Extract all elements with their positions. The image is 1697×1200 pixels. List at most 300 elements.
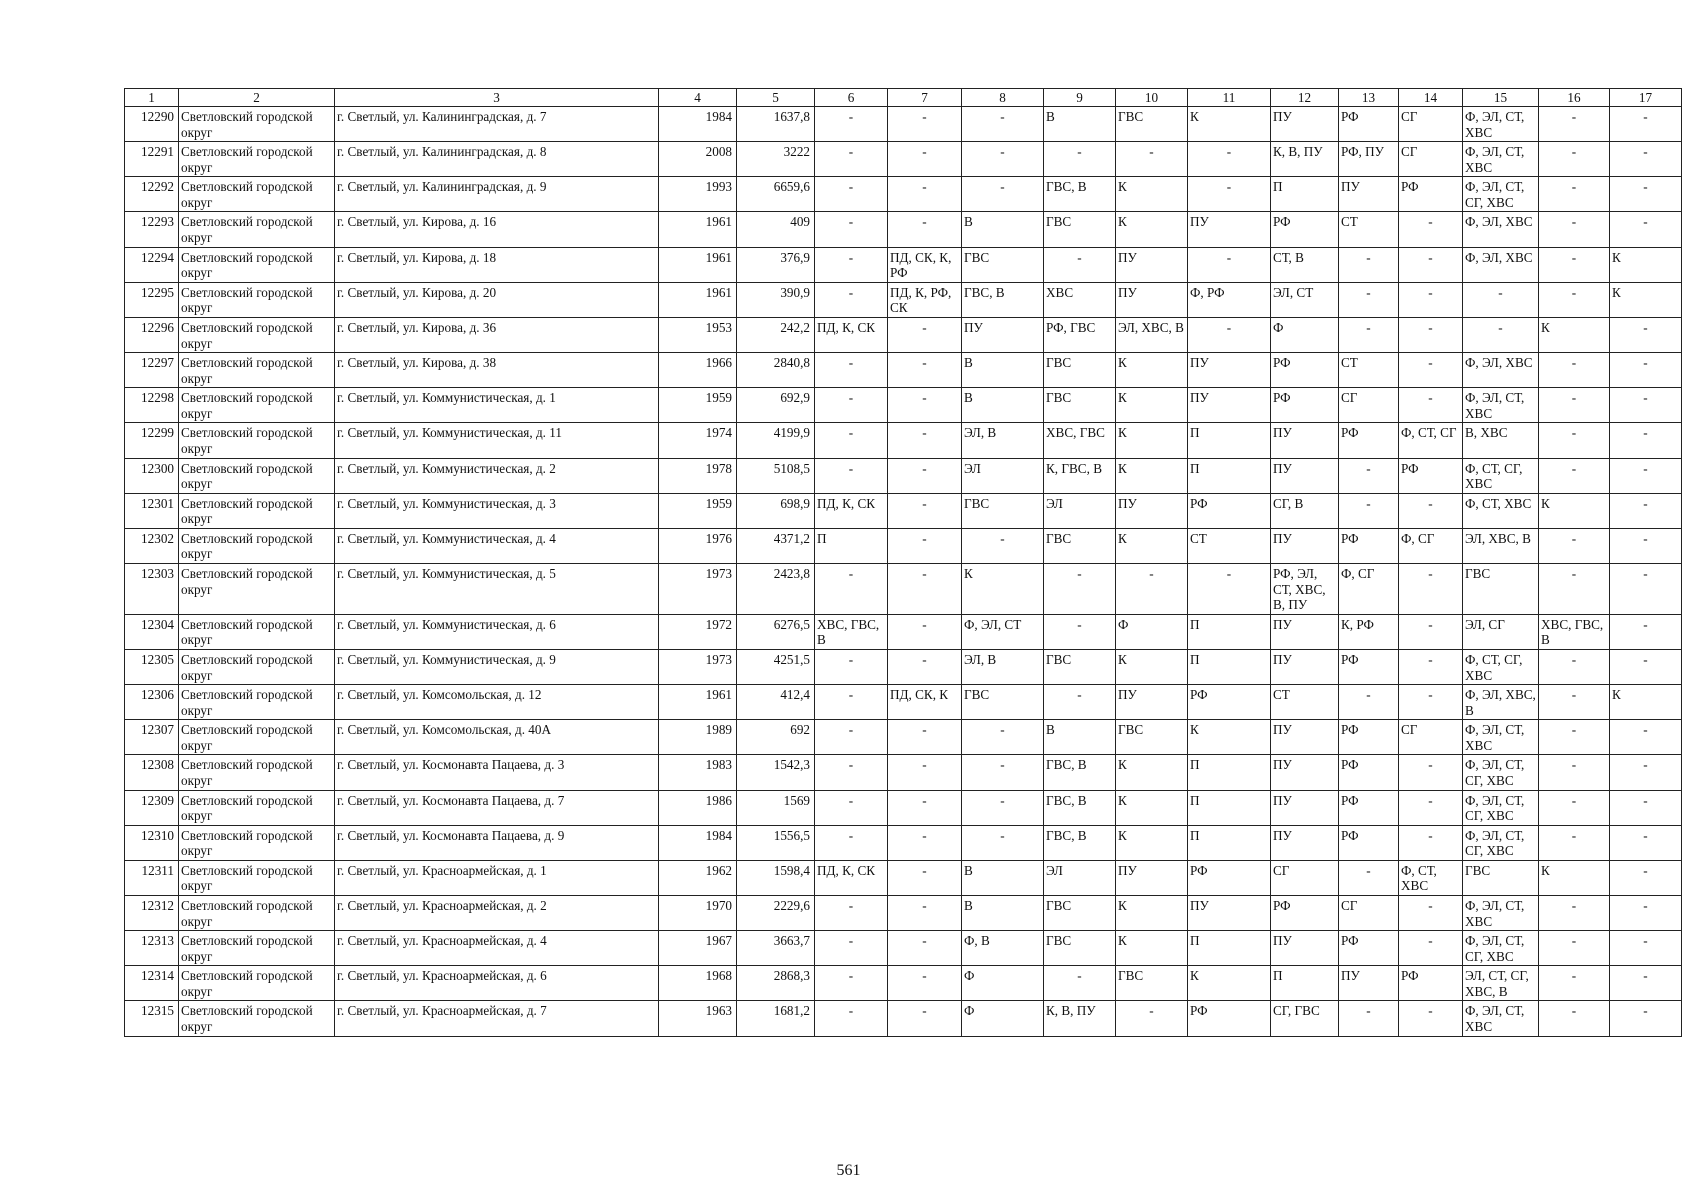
column-16-cell: К bbox=[1539, 493, 1610, 528]
row-id-cell: 12308 bbox=[125, 755, 179, 790]
column-12-cell: К, В, ПУ bbox=[1271, 142, 1339, 177]
column-17-cell: - bbox=[1610, 614, 1682, 649]
column-9-cell: - bbox=[1044, 564, 1116, 615]
column-14-cell: - bbox=[1399, 825, 1463, 860]
column-13-cell: - bbox=[1339, 1001, 1399, 1036]
column-8-cell: - bbox=[962, 720, 1044, 755]
column-17-cell: - bbox=[1610, 931, 1682, 966]
row-id-cell: 12312 bbox=[125, 896, 179, 931]
municipality-cell: Светловский городской округ bbox=[179, 282, 335, 317]
column-12-cell: РФ bbox=[1271, 388, 1339, 423]
column-12-cell: СТ, В bbox=[1271, 247, 1339, 282]
column-7-cell: - bbox=[888, 931, 962, 966]
column-15-cell: Ф, СТ, СГ, ХВС bbox=[1463, 649, 1539, 684]
area-cell: 1556,5 bbox=[737, 825, 815, 860]
column-10-cell: Ф bbox=[1116, 614, 1188, 649]
column-13-cell: РФ bbox=[1339, 649, 1399, 684]
column-17-cell: - bbox=[1610, 107, 1682, 142]
column-7-cell: - bbox=[888, 860, 962, 895]
municipality-cell: Светловский городской округ bbox=[179, 142, 335, 177]
table-row bbox=[125, 896, 1682, 931]
column-15-cell: ЭЛ, ХВС, В bbox=[1463, 528, 1539, 563]
column-12-cell: ПУ bbox=[1271, 720, 1339, 755]
column-11-cell: П bbox=[1188, 931, 1271, 966]
municipality-cell: Светловский городской округ bbox=[179, 896, 335, 931]
column-8-cell: ЭЛ bbox=[962, 458, 1044, 493]
column-15-cell: Ф, ЭЛ, ХВС bbox=[1463, 212, 1539, 247]
column-7-cell: - bbox=[888, 353, 962, 388]
column-11-cell: П bbox=[1188, 423, 1271, 458]
column-8-cell: - bbox=[962, 107, 1044, 142]
municipality-cell: Светловский городской округ bbox=[179, 107, 335, 142]
year-cell: 1961 bbox=[659, 247, 737, 282]
column-8-cell: В bbox=[962, 353, 1044, 388]
row-id-cell: 12297 bbox=[125, 353, 179, 388]
column-6-cell: - bbox=[815, 685, 888, 720]
column-8-cell: Ф bbox=[962, 1001, 1044, 1036]
address-cell: г. Светлый, ул. Красноармейская, д. 7 bbox=[335, 1001, 659, 1036]
column-7-cell: - bbox=[888, 388, 962, 423]
column-6-cell: - bbox=[815, 177, 888, 212]
column-17-cell: К bbox=[1610, 685, 1682, 720]
column-15-cell: Ф, ЭЛ, СТ, ХВС bbox=[1463, 388, 1539, 423]
column-8-cell: Ф, ЭЛ, СТ bbox=[962, 614, 1044, 649]
column-8-cell: ГВС, В bbox=[962, 282, 1044, 317]
column-16-cell: - bbox=[1539, 755, 1610, 790]
column-10-cell: К bbox=[1116, 353, 1188, 388]
column-6-cell: - bbox=[815, 564, 888, 615]
table-row bbox=[125, 931, 1682, 966]
column-13-cell: СТ bbox=[1339, 353, 1399, 388]
column-6-cell: - bbox=[815, 1001, 888, 1036]
address-cell: г. Светлый, ул. Красноармейская, д. 4 bbox=[335, 931, 659, 966]
column-header: 15 bbox=[1463, 89, 1539, 107]
column-11-cell: К bbox=[1188, 966, 1271, 1001]
column-10-cell: ПУ bbox=[1116, 493, 1188, 528]
address-cell: г. Светлый, ул. Калининградская, д. 9 bbox=[335, 177, 659, 212]
column-16-cell: К bbox=[1539, 860, 1610, 895]
column-12-cell: ПУ bbox=[1271, 107, 1339, 142]
row-id-cell: 12304 bbox=[125, 614, 179, 649]
column-6-cell: - bbox=[815, 966, 888, 1001]
column-7-cell: - bbox=[888, 825, 962, 860]
column-15-cell: ЭЛ, СТ, СГ, ХВС, В bbox=[1463, 966, 1539, 1001]
column-6-cell: - bbox=[815, 212, 888, 247]
column-16-cell: - bbox=[1539, 212, 1610, 247]
column-12-cell: СГ bbox=[1271, 860, 1339, 895]
area-cell: 376,9 bbox=[737, 247, 815, 282]
column-10-cell: К bbox=[1116, 755, 1188, 790]
column-6-cell: - bbox=[815, 825, 888, 860]
column-9-cell: ГВС bbox=[1044, 388, 1116, 423]
column-16-cell: - bbox=[1539, 896, 1610, 931]
column-17-cell: - bbox=[1610, 142, 1682, 177]
table-row bbox=[125, 790, 1682, 825]
column-17-cell: - bbox=[1610, 493, 1682, 528]
row-id-cell: 12299 bbox=[125, 423, 179, 458]
year-cell: 1961 bbox=[659, 212, 737, 247]
column-14-cell: - bbox=[1399, 353, 1463, 388]
column-16-cell: - bbox=[1539, 564, 1610, 615]
column-6-cell: - bbox=[815, 388, 888, 423]
address-cell: г. Светлый, ул. Коммунистическая, д. 5 bbox=[335, 564, 659, 615]
column-11-cell: РФ bbox=[1188, 493, 1271, 528]
address-cell: г. Светлый, ул. Коммунистическая, д. 6 bbox=[335, 614, 659, 649]
column-11-cell: П bbox=[1188, 825, 1271, 860]
column-11-cell: ПУ bbox=[1188, 212, 1271, 247]
column-13-cell: - bbox=[1339, 493, 1399, 528]
column-9-cell: ГВС bbox=[1044, 353, 1116, 388]
column-7-cell: - bbox=[888, 966, 962, 1001]
column-13-cell: РФ bbox=[1339, 931, 1399, 966]
column-15-cell: Ф, ЭЛ, СТ, СГ, ХВС bbox=[1463, 825, 1539, 860]
column-14-cell: СГ bbox=[1399, 720, 1463, 755]
year-cell: 1978 bbox=[659, 458, 737, 493]
document-table-container bbox=[124, 88, 1661, 1037]
column-6-cell: - bbox=[815, 247, 888, 282]
column-header: 8 bbox=[962, 89, 1044, 107]
column-header: 14 bbox=[1399, 89, 1463, 107]
column-10-cell: - bbox=[1116, 1001, 1188, 1036]
table-row bbox=[125, 649, 1682, 684]
row-id-cell: 12296 bbox=[125, 317, 179, 352]
row-id-cell: 12300 bbox=[125, 458, 179, 493]
column-8-cell: - bbox=[962, 755, 1044, 790]
column-9-cell: ЭЛ bbox=[1044, 860, 1116, 895]
row-id-cell: 12311 bbox=[125, 860, 179, 895]
column-16-cell: - bbox=[1539, 247, 1610, 282]
column-13-cell: К, РФ bbox=[1339, 614, 1399, 649]
column-9-cell: ГВС bbox=[1044, 649, 1116, 684]
column-15-cell: Ф, ЭЛ, СТ, СГ, ХВС bbox=[1463, 177, 1539, 212]
column-17-cell: - bbox=[1610, 317, 1682, 352]
column-6-cell: - bbox=[815, 142, 888, 177]
column-14-cell: - bbox=[1399, 790, 1463, 825]
column-8-cell: ГВС bbox=[962, 247, 1044, 282]
address-cell: г. Светлый, ул. Комсомольская, д. 40А bbox=[335, 720, 659, 755]
municipality-cell: Светловский городской округ bbox=[179, 931, 335, 966]
column-8-cell: ЭЛ, В bbox=[962, 423, 1044, 458]
year-cell: 1961 bbox=[659, 685, 737, 720]
column-11-cell: ПУ bbox=[1188, 353, 1271, 388]
column-12-cell: ПУ bbox=[1271, 614, 1339, 649]
column-12-cell: ПУ bbox=[1271, 458, 1339, 493]
column-10-cell: - bbox=[1116, 564, 1188, 615]
column-header: 11 bbox=[1188, 89, 1271, 107]
column-8-cell: ЭЛ, В bbox=[962, 649, 1044, 684]
column-16-cell: - bbox=[1539, 790, 1610, 825]
municipality-cell: Светловский городской округ bbox=[179, 423, 335, 458]
municipality-cell: Светловский городской округ bbox=[179, 614, 335, 649]
column-14-cell: СГ bbox=[1399, 107, 1463, 142]
municipality-cell: Светловский городской округ bbox=[179, 564, 335, 615]
column-15-cell: ЭЛ, СГ bbox=[1463, 614, 1539, 649]
table-row bbox=[125, 142, 1682, 177]
address-cell: г. Светлый, ул. Кирова, д. 16 bbox=[335, 212, 659, 247]
area-cell: 4251,5 bbox=[737, 649, 815, 684]
column-12-cell: РФ, ЭЛ, СТ, ХВС, В, ПУ bbox=[1271, 564, 1339, 615]
column-11-cell: П bbox=[1188, 458, 1271, 493]
column-11-cell: К bbox=[1188, 720, 1271, 755]
column-8-cell: - bbox=[962, 825, 1044, 860]
column-11-cell: - bbox=[1188, 177, 1271, 212]
address-cell: г. Светлый, ул. Кирова, д. 38 bbox=[335, 353, 659, 388]
column-15-cell: ГВС bbox=[1463, 564, 1539, 615]
column-header: 6 bbox=[815, 89, 888, 107]
column-17-cell: - bbox=[1610, 528, 1682, 563]
table-row bbox=[125, 860, 1682, 895]
column-10-cell: К bbox=[1116, 388, 1188, 423]
column-13-cell: - bbox=[1339, 458, 1399, 493]
column-15-cell: Ф, СТ, ХВС bbox=[1463, 493, 1539, 528]
column-11-cell: РФ bbox=[1188, 1001, 1271, 1036]
row-id-cell: 12293 bbox=[125, 212, 179, 247]
column-12-cell: СГ, В bbox=[1271, 493, 1339, 528]
year-cell: 1984 bbox=[659, 107, 737, 142]
address-cell: г. Светлый, ул. Калининградская, д. 8 bbox=[335, 142, 659, 177]
column-10-cell: ПУ bbox=[1116, 860, 1188, 895]
row-id-cell: 12298 bbox=[125, 388, 179, 423]
column-13-cell: РФ bbox=[1339, 720, 1399, 755]
row-id-cell: 12295 bbox=[125, 282, 179, 317]
column-16-cell: - bbox=[1539, 649, 1610, 684]
column-8-cell: Ф bbox=[962, 966, 1044, 1001]
column-6-cell: - bbox=[815, 353, 888, 388]
address-cell: г. Светлый, ул. Коммунистическая, д. 3 bbox=[335, 493, 659, 528]
column-13-cell: РФ, ПУ bbox=[1339, 142, 1399, 177]
column-12-cell: ПУ bbox=[1271, 423, 1339, 458]
column-16-cell: - bbox=[1539, 177, 1610, 212]
area-cell: 3222 bbox=[737, 142, 815, 177]
table-row bbox=[125, 564, 1682, 615]
year-cell: 1962 bbox=[659, 860, 737, 895]
municipality-cell: Светловский городской округ bbox=[179, 720, 335, 755]
row-id-cell: 12290 bbox=[125, 107, 179, 142]
column-10-cell: К bbox=[1116, 825, 1188, 860]
address-cell: г. Светлый, ул. Космонавта Пацаева, д. 9 bbox=[335, 825, 659, 860]
column-16-cell: - bbox=[1539, 931, 1610, 966]
column-7-cell: - bbox=[888, 755, 962, 790]
area-cell: 1569 bbox=[737, 790, 815, 825]
municipality-cell: Светловский городской округ bbox=[179, 458, 335, 493]
column-10-cell: К bbox=[1116, 528, 1188, 563]
page-number: 561 bbox=[836, 1162, 861, 1179]
column-7-cell: - bbox=[888, 1001, 962, 1036]
column-14-cell: - bbox=[1399, 755, 1463, 790]
column-7-cell: - bbox=[888, 212, 962, 247]
column-14-cell: - bbox=[1399, 212, 1463, 247]
row-id-cell: 12303 bbox=[125, 564, 179, 615]
column-6-cell: - bbox=[815, 790, 888, 825]
area-cell: 698,9 bbox=[737, 493, 815, 528]
column-7-cell: - bbox=[888, 493, 962, 528]
column-11-cell: - bbox=[1188, 247, 1271, 282]
column-16-cell: К bbox=[1539, 317, 1610, 352]
column-13-cell: Ф, СГ bbox=[1339, 564, 1399, 615]
column-14-cell: СГ bbox=[1399, 142, 1463, 177]
column-10-cell: - bbox=[1116, 142, 1188, 177]
column-8-cell: - bbox=[962, 790, 1044, 825]
column-10-cell: ПУ bbox=[1116, 247, 1188, 282]
column-8-cell: В bbox=[962, 388, 1044, 423]
table-row bbox=[125, 825, 1682, 860]
municipality-cell: Светловский городской округ bbox=[179, 755, 335, 790]
column-10-cell: К bbox=[1116, 931, 1188, 966]
column-header: 9 bbox=[1044, 89, 1116, 107]
column-14-cell: - bbox=[1399, 649, 1463, 684]
column-12-cell: ЭЛ, СТ bbox=[1271, 282, 1339, 317]
column-header: 1 bbox=[125, 89, 179, 107]
year-cell: 1984 bbox=[659, 825, 737, 860]
municipality-cell: Светловский городской округ bbox=[179, 649, 335, 684]
column-10-cell: К bbox=[1116, 458, 1188, 493]
column-10-cell: К bbox=[1116, 896, 1188, 931]
year-cell: 1976 bbox=[659, 528, 737, 563]
address-cell: г. Светлый, ул. Красноармейская, д. 1 bbox=[335, 860, 659, 895]
column-13-cell: РФ bbox=[1339, 825, 1399, 860]
table-row bbox=[125, 458, 1682, 493]
column-6-cell: ПД, К, СК bbox=[815, 860, 888, 895]
column-6-cell: - bbox=[815, 458, 888, 493]
column-16-cell: - bbox=[1539, 107, 1610, 142]
table-row bbox=[125, 317, 1682, 352]
column-9-cell: В bbox=[1044, 107, 1116, 142]
column-header: 10 bbox=[1116, 89, 1188, 107]
column-17-cell: - bbox=[1610, 825, 1682, 860]
column-10-cell: ЭЛ, ХВС, В bbox=[1116, 317, 1188, 352]
column-16-cell: - bbox=[1539, 1001, 1610, 1036]
column-15-cell: Ф, ЭЛ, СТ, ХВС bbox=[1463, 720, 1539, 755]
column-8-cell: ГВС bbox=[962, 685, 1044, 720]
row-id-cell: 12302 bbox=[125, 528, 179, 563]
column-16-cell: - bbox=[1539, 388, 1610, 423]
column-6-cell: ХВС, ГВС, В bbox=[815, 614, 888, 649]
column-8-cell: ГВС bbox=[962, 493, 1044, 528]
column-17-cell: - bbox=[1610, 649, 1682, 684]
column-15-cell: Ф, ЭЛ, ХВС, В bbox=[1463, 685, 1539, 720]
column-14-cell: - bbox=[1399, 931, 1463, 966]
municipality-cell: Светловский городской округ bbox=[179, 493, 335, 528]
municipality-cell: Светловский городской округ bbox=[179, 388, 335, 423]
column-17-cell: К bbox=[1610, 247, 1682, 282]
row-id-cell: 12315 bbox=[125, 1001, 179, 1036]
column-9-cell: ГВС bbox=[1044, 896, 1116, 931]
column-8-cell: - bbox=[962, 177, 1044, 212]
municipality-cell: Светловский городской округ bbox=[179, 860, 335, 895]
area-cell: 5108,5 bbox=[737, 458, 815, 493]
column-17-cell: - bbox=[1610, 720, 1682, 755]
column-10-cell: ПУ bbox=[1116, 685, 1188, 720]
year-cell: 1959 bbox=[659, 388, 737, 423]
column-11-cell: СТ bbox=[1188, 528, 1271, 563]
row-id-cell: 12305 bbox=[125, 649, 179, 684]
municipality-cell: Светловский городской округ bbox=[179, 177, 335, 212]
year-cell: 1963 bbox=[659, 1001, 737, 1036]
table-row bbox=[125, 212, 1682, 247]
column-11-cell: П bbox=[1188, 614, 1271, 649]
municipality-cell: Светловский городской округ bbox=[179, 317, 335, 352]
column-14-cell: РФ bbox=[1399, 966, 1463, 1001]
column-header: 13 bbox=[1339, 89, 1399, 107]
column-9-cell: - bbox=[1044, 142, 1116, 177]
column-14-cell: Ф, СТ, ХВС bbox=[1399, 860, 1463, 895]
column-15-cell: Ф, СТ, СГ, ХВС bbox=[1463, 458, 1539, 493]
column-12-cell: РФ bbox=[1271, 896, 1339, 931]
year-cell: 1953 bbox=[659, 317, 737, 352]
area-cell: 390,9 bbox=[737, 282, 815, 317]
column-7-cell: - bbox=[888, 458, 962, 493]
area-cell: 1542,3 bbox=[737, 755, 815, 790]
address-cell: г. Светлый, ул. Кирова, д. 20 bbox=[335, 282, 659, 317]
column-16-cell: - bbox=[1539, 282, 1610, 317]
column-14-cell: РФ bbox=[1399, 177, 1463, 212]
column-9-cell: В bbox=[1044, 720, 1116, 755]
column-13-cell: - bbox=[1339, 247, 1399, 282]
municipality-cell: Светловский городской округ bbox=[179, 825, 335, 860]
column-17-cell: - bbox=[1610, 353, 1682, 388]
column-13-cell: РФ bbox=[1339, 528, 1399, 563]
column-6-cell: - bbox=[815, 423, 888, 458]
municipality-cell: Светловский городской округ bbox=[179, 685, 335, 720]
row-id-cell: 12294 bbox=[125, 247, 179, 282]
address-cell: г. Светлый, ул. Коммунистическая, д. 2 bbox=[335, 458, 659, 493]
table-row bbox=[125, 177, 1682, 212]
column-16-cell: - bbox=[1539, 528, 1610, 563]
address-cell: г. Светлый, ул. Кирова, д. 36 bbox=[335, 317, 659, 352]
column-14-cell: - bbox=[1399, 388, 1463, 423]
column-17-cell: - bbox=[1610, 564, 1682, 615]
row-id-cell: 12292 bbox=[125, 177, 179, 212]
address-cell: г. Светлый, ул. Калининградская, д. 7 bbox=[335, 107, 659, 142]
column-14-cell: Ф, СГ bbox=[1399, 528, 1463, 563]
column-9-cell: ГВС bbox=[1044, 931, 1116, 966]
column-17-cell: - bbox=[1610, 790, 1682, 825]
row-id-cell: 12310 bbox=[125, 825, 179, 860]
column-6-cell: - bbox=[815, 649, 888, 684]
column-16-cell: - bbox=[1539, 353, 1610, 388]
column-11-cell: - bbox=[1188, 317, 1271, 352]
column-11-cell: ПУ bbox=[1188, 896, 1271, 931]
column-8-cell: Ф, В bbox=[962, 931, 1044, 966]
column-9-cell: ГВС, В bbox=[1044, 825, 1116, 860]
address-cell: г. Светлый, ул. Космонавта Пацаева, д. 7 bbox=[335, 790, 659, 825]
row-id-cell: 12313 bbox=[125, 931, 179, 966]
column-15-cell: Ф, ЭЛ, СТ, ХВС bbox=[1463, 142, 1539, 177]
column-7-cell: - bbox=[888, 177, 962, 212]
column-9-cell: - bbox=[1044, 685, 1116, 720]
column-13-cell: ПУ bbox=[1339, 177, 1399, 212]
year-cell: 1989 bbox=[659, 720, 737, 755]
column-8-cell: ПУ bbox=[962, 317, 1044, 352]
column-6-cell: - bbox=[815, 896, 888, 931]
column-7-cell: - bbox=[888, 423, 962, 458]
year-cell: 1966 bbox=[659, 353, 737, 388]
column-13-cell: СТ bbox=[1339, 212, 1399, 247]
row-id-cell: 12307 bbox=[125, 720, 179, 755]
column-17-cell: - bbox=[1610, 423, 1682, 458]
column-9-cell: - bbox=[1044, 247, 1116, 282]
column-15-cell: ГВС bbox=[1463, 860, 1539, 895]
column-15-cell: Ф, ЭЛ, СТ, СГ, ХВС bbox=[1463, 790, 1539, 825]
column-10-cell: К bbox=[1116, 649, 1188, 684]
column-7-cell: - bbox=[888, 107, 962, 142]
column-16-cell: ХВС, ГВС, В bbox=[1539, 614, 1610, 649]
column-17-cell: - bbox=[1610, 458, 1682, 493]
column-7-cell: - bbox=[888, 720, 962, 755]
table-row bbox=[125, 755, 1682, 790]
column-header: 5 bbox=[737, 89, 815, 107]
column-14-cell: - bbox=[1399, 1001, 1463, 1036]
